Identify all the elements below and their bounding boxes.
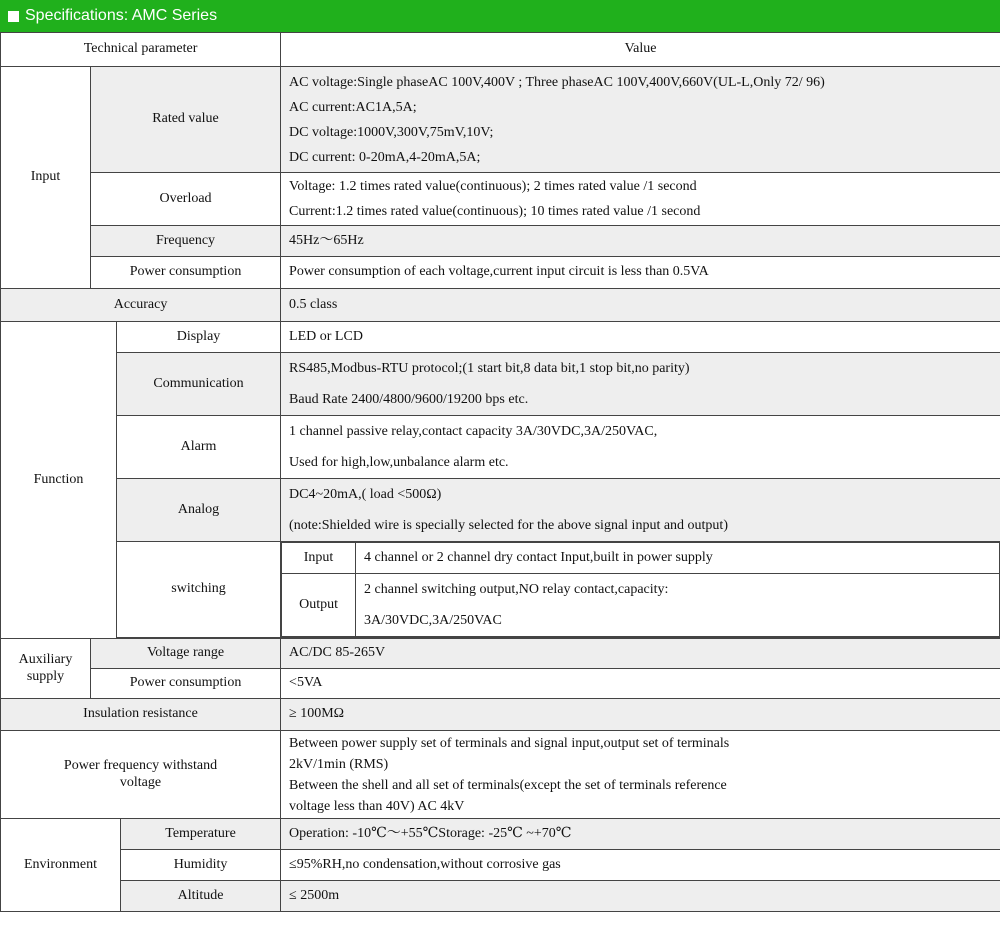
- withstand-label: Power frequency withstand voltage: [1, 731, 281, 819]
- humidity-value: ≤95%RH,no condensation,without corrosive gas: [281, 850, 1000, 881]
- switching-input-label: Input: [282, 543, 356, 574]
- frequency-label: Frequency: [91, 226, 281, 257]
- rated-label: Rated value: [91, 67, 281, 173]
- accuracy-label: Accuracy: [1, 289, 281, 322]
- rated-value: AC voltage:Single phaseAC 100V,400V ; Three phaseAC 100V,400V,660V(UL-L,Only 72/ 96) AC current:AC1A,5A; DC voltage:1000V,300V,75mV,10V; DC current: 0-20mA,4-20mA,5A;: [281, 67, 1000, 173]
- table-row: [1, 881, 1000, 912]
- table-row: [1, 819, 1000, 850]
- communication-value: RS485,Modbus-RTU protocol;(1 start bit,8 data bit,1 stop bit,no parity) Baud Rate 2400/4800/9600/19200 bps etc.: [281, 353, 1000, 416]
- aux-voltage-label: Voltage range: [91, 639, 281, 669]
- function-label: Function: [1, 322, 117, 639]
- table-row: [1, 67, 1000, 173]
- temperature-value: Operation: -10℃～+55℃Storage: -25℃ ~+70℃: [281, 819, 1000, 850]
- table-row: [1, 669, 1000, 699]
- table-row: [1, 639, 1000, 669]
- switching-output-value: 2 channel switching output,NO relay contact,capacity: 3A/30VDC,3A/250VAC: [356, 574, 1000, 637]
- accuracy-value: 0.5 class: [281, 289, 1000, 322]
- withstand-value: Between power supply set of terminals and signal input,output set of terminals 2kV/1min (RMS) Between the shell and all set of terminals(except the set of terminals reference voltage less than 40V) AC 4kV: [281, 731, 1000, 819]
- input-power-value: Power consumption of each voltage,current input circuit is less than 0.5VA: [281, 257, 1000, 289]
- auxiliary-label: Auxiliary supply: [1, 639, 91, 699]
- table-row: [1, 416, 1000, 479]
- frequency-value: 45Hz～65Hz: [281, 226, 1000, 257]
- header-value: Value: [281, 33, 1000, 67]
- analog-label: Analog: [117, 479, 281, 542]
- insulation-label: Insulation resistance: [1, 699, 281, 731]
- aux-power-value: <5VA: [281, 669, 1000, 699]
- environment-label: Environment: [1, 819, 121, 912]
- alarm-label: Alarm: [117, 416, 281, 479]
- communication-label: Communication: [117, 353, 281, 416]
- input-label: Input: [1, 67, 91, 289]
- switching-input-value: 4 channel or 2 channel dry contact Input,built in power supply: [356, 543, 1000, 574]
- table-row: [1, 226, 1000, 257]
- humidity-label: Humidity: [121, 850, 281, 881]
- display-value: LED or LCD: [281, 322, 1000, 353]
- aux-power-label: Power consumption: [91, 669, 281, 699]
- aux-voltage-value: AC/DC 85-265V: [281, 639, 1000, 669]
- overload-value: Voltage: 1.2 times rated value(continuous); 2 times rated value /1 second Current:1.2 times rated value(continuous); 10 times rated value /1 second: [281, 173, 1000, 226]
- section-title-bar: [0, 0, 1000, 32]
- altitude-label: Altitude: [121, 881, 281, 912]
- input-power-label: Power consumption: [91, 257, 281, 289]
- table-row: [1, 699, 1000, 731]
- switching-value: [281, 542, 1000, 638]
- header-param: Technical parameter: [1, 33, 281, 67]
- table-row: [1, 257, 1000, 289]
- analog-value: DC4~20mA,( load <500Ω) (note:Shielded wire is specially selected for the above signal input and output): [281, 479, 1000, 542]
- table-row: [1, 479, 1000, 542]
- insulation-value: ≥ 100MΩ: [281, 699, 1000, 731]
- square-bullet-icon: [8, 11, 19, 22]
- table-row: [1, 850, 1000, 881]
- overload-label: Overload: [91, 173, 281, 226]
- table-row: [1, 322, 1000, 353]
- switching-output-label: Output: [282, 574, 356, 637]
- altitude-value: ≤ 2500m: [281, 881, 1000, 912]
- table-header-row: [1, 33, 1000, 67]
- switching-subtable: [281, 542, 1000, 637]
- section-title: Specifications: AMC Series: [25, 7, 218, 24]
- table-row: [1, 173, 1000, 226]
- temperature-label: Temperature: [121, 819, 281, 850]
- display-label: Display: [117, 322, 281, 353]
- alarm-value: 1 channel passive relay,contact capacity 3A/30VDC,3A/250VAC, Used for high,low,unbalance alarm etc.: [281, 416, 1000, 479]
- table-row: [1, 289, 1000, 322]
- table-row: [1, 731, 1000, 819]
- switching-label: switching: [117, 542, 281, 638]
- table-row: [1, 353, 1000, 416]
- spec-table: [0, 32, 1000, 912]
- table-row: [1, 542, 1000, 638]
